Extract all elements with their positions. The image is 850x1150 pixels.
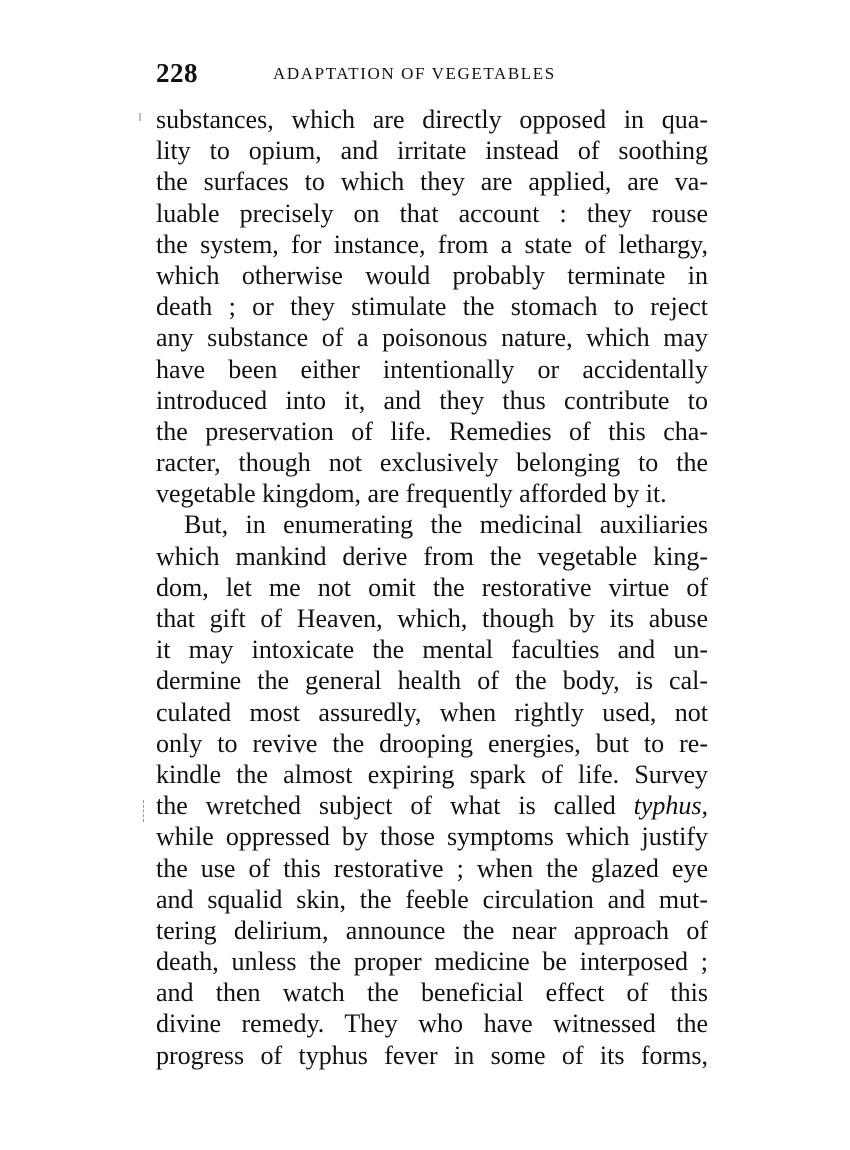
text-line: any substance of a poisonous nature, which may [156, 323, 708, 353]
text-line: vegetable kingdom, are frequently afforded by it. [156, 479, 667, 509]
text-line: kindle the almost expiring spark of life. Survey [156, 759, 708, 789]
running-head [156, 58, 716, 90]
text-line: luable precisely on that account : they rouse [156, 198, 708, 228]
paragraph-start-line: But, in enumerating the medicinal auxiliaries [184, 510, 708, 540]
text-line: divine remedy. They who have witnessed the [156, 1009, 708, 1039]
text-segment: the wretched subject of what is called [156, 791, 634, 821]
italic-term: typhus, [633, 791, 708, 821]
text-line: and then watch the beneficial effect of this [156, 978, 708, 1008]
text-line: which otherwise would probably terminate in [156, 260, 708, 290]
text-line: substances, which are directly opposed in qua- [156, 105, 708, 134]
running-head-title: ADAPTATION OF VEGETABLES [273, 64, 556, 83]
text-line: have been either intentionally or accidentally [156, 354, 708, 384]
page-number: 228 [156, 58, 198, 88]
text-line-with-italic [156, 790, 708, 821]
text-line: dermine the general health of the body, is cal- [156, 666, 708, 696]
margin-pencil-mark [143, 800, 146, 822]
text-line: and squalid skin, the feeble circulation and mut- [156, 884, 708, 914]
body-text [156, 104, 708, 1071]
text-line: tering delirium, announce the near approach of [156, 915, 708, 945]
text-line: while oppressed by those symptoms which justify [156, 822, 708, 852]
text-line: dom, let me not omit the restorative virtue of [156, 572, 708, 602]
text-line: racter, though not exclusively belonging to the [156, 448, 708, 478]
text-line: introduced into it, and they thus contribute to [156, 385, 708, 415]
text-line: lity to opium, and irritate instead of soothing [156, 136, 708, 166]
text-line: the system, for instance, from a state of lethargy, [156, 229, 708, 259]
text-line: which mankind derive from the vegetable king- [156, 541, 708, 571]
margin-tick-mark [139, 113, 141, 121]
text-line: culated most assuredly, when rightly used, not [156, 697, 708, 727]
text-line: it may intoxicate the mental faculties and un- [156, 635, 708, 665]
text-line: the preservation of life. Remedies of this cha- [156, 416, 708, 446]
text-line: death ; or they stimulate the stomach to reject [156, 292, 708, 322]
text-line: the surfaces to which they are applied, are va- [156, 167, 708, 197]
text-line: the use of this restorative ; when the glazed eye [156, 853, 708, 883]
text-line: progress of typhus fever in some of its forms, [156, 1040, 708, 1070]
text-line: only to revive the drooping energies, but to re- [156, 728, 708, 758]
text-line: that gift of Heaven, which, though by its abuse [156, 604, 708, 633]
text-line: death, unless the proper medicine be interposed ; [156, 947, 708, 977]
